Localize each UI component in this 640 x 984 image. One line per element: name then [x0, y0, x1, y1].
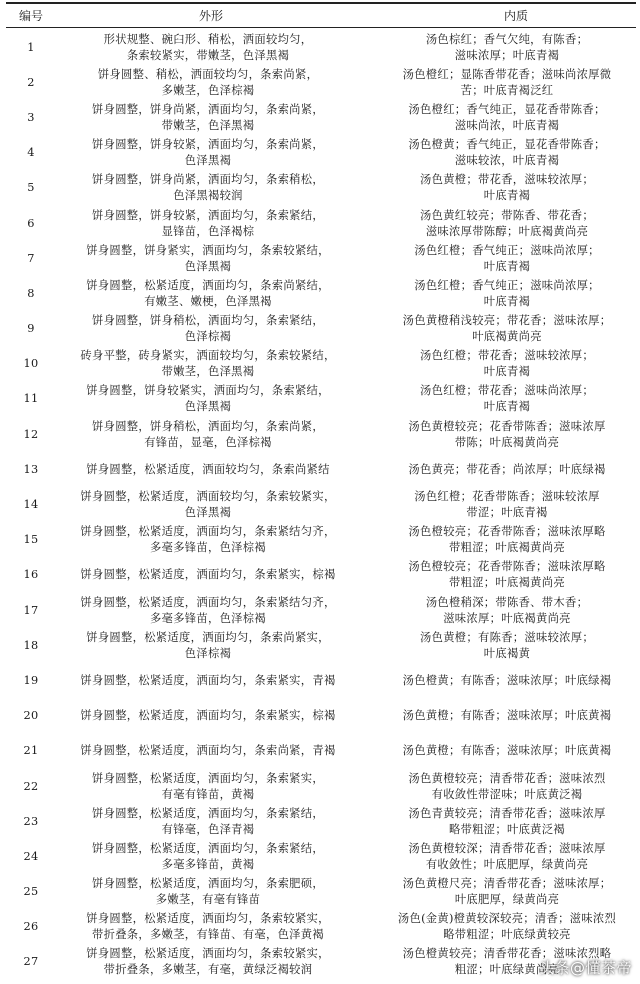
row-quality-cell [376, 136, 638, 171]
row-number: 4 [27, 146, 35, 160]
row-number-cell [6, 347, 56, 382]
row-number-cell [6, 699, 56, 734]
row-appearance-cell [64, 417, 352, 452]
table-row [6, 769, 636, 804]
row-appearance: 饼身圆整，松紧适度，洒面较均匀，条索尚紧结 [86, 462, 330, 476]
row-number: 9 [27, 322, 35, 336]
row-number-cell [6, 171, 56, 206]
row-appearance: 砖身平整，砖身紧实，洒面较均匀，条索较紧结， 带嫩茎，色泽黑褐 [80, 349, 336, 379]
row-number: 12 [23, 427, 39, 441]
row-appearance-cell [64, 347, 352, 382]
row-quality: 汤色橙稍深；带陈香、带木香； 滋味浓厚；叶底褐黄尚亮 [425, 595, 589, 625]
table-row [6, 241, 636, 276]
row-number: 7 [27, 251, 35, 265]
row-appearance: 饼身圆整，松紧适度，洒面均匀，条索紧结匀齐， 多毫多锋苗，色泽棕褐 [80, 595, 336, 625]
row-number-cell [6, 663, 56, 698]
row-number-cell [6, 875, 56, 910]
row-appearance: 饼身圆整，松紧适度，洒面均匀，条索紧结， 多毫多锋苗，黄褐 [92, 841, 324, 871]
header-rule [6, 27, 636, 28]
table-row [6, 875, 636, 910]
table-row [6, 312, 636, 347]
row-quality: 汤色青黄较亮；清香带花香；滋味浓厚 略带粗涩；叶底黄泛褐 [408, 806, 606, 836]
row-number: 2 [27, 75, 35, 89]
table-row [6, 136, 636, 171]
row-quality-cell [376, 910, 638, 945]
row-quality: 汤色黄橙；带花香，滋味较浓厚； 叶底青褐 [420, 173, 594, 203]
row-number-cell [6, 769, 56, 804]
row-number: 18 [23, 638, 39, 652]
row-number-cell [6, 136, 56, 171]
table-row [6, 523, 636, 558]
row-appearance: 饼身圆整，松紧适度，洒面均匀，条索紧实，青褐 [80, 673, 336, 687]
row-appearance: 饼身圆整，松紧适度，洒面均匀，条索紧实，棕褐 [80, 568, 336, 582]
table-row [6, 30, 636, 65]
row-quality: 汤色黄橙较亮；花香带陈香；滋味浓厚 带陈；叶底褐黄尚亮 [408, 419, 606, 449]
table-row [6, 171, 636, 206]
row-quality-cell [376, 734, 638, 769]
row-appearance-cell [64, 276, 352, 311]
row-quality: 汤色黄橙稍浅较亮；带花香；滋味浓厚； 叶底褐黄尚亮 [402, 314, 612, 344]
row-appearance: 饼身圆整，松紧适度，洒面均匀，条索尚紧结， 有嫩茎、嫩梗，色泽黑褐 [86, 278, 330, 308]
row-appearance-cell [64, 699, 352, 734]
row-number-cell [6, 487, 56, 522]
row-number-cell [6, 100, 56, 135]
table-body [6, 30, 636, 980]
table-top-rule [6, 2, 636, 4]
watermark: 头条@懂茶帝 [538, 959, 632, 977]
row-appearance-cell [64, 100, 352, 135]
row-appearance: 饼身圆整，松紧适度，洒面均匀，条索较紧实， 带折叠条，多嫩茎，有毫，黄绿泛褐较润 [86, 947, 330, 977]
row-number-cell [6, 523, 56, 558]
row-appearance: 饼身圆整，饼身尚紧，洒面均匀，条索尚紧， 带嫩茎，色泽黑褐 [92, 102, 324, 132]
row-quality-cell [376, 663, 638, 698]
row-quality-cell [376, 593, 638, 628]
row-appearance-cell [64, 30, 352, 65]
row-number: 15 [23, 533, 39, 547]
row-number: 10 [23, 357, 39, 371]
table-row [6, 558, 636, 593]
row-quality-cell [376, 628, 638, 663]
row-quality-cell [376, 347, 638, 382]
row-quality-cell [376, 558, 638, 593]
row-quality: 汤色红橙；香气纯正；滋味尚浓厚； 叶底青褐 [414, 278, 600, 308]
table-row [6, 276, 636, 311]
row-number: 6 [27, 216, 35, 230]
row-appearance: 饼身圆整，饼身尚紧，洒面均匀，条索稍松， 色泽黑褐较润 [92, 173, 324, 203]
row-quality-cell [376, 241, 638, 276]
row-quality: 汤色黄橙；有陈香；滋味较浓厚； 叶底褐黄 [420, 630, 594, 660]
row-appearance-cell [64, 945, 352, 980]
row-appearance-cell [64, 593, 352, 628]
row-number: 21 [23, 744, 39, 758]
row-quality: 汤色(金黄)橙黄较深较亮；清香；滋味浓烈 略带粗涩；叶底绿黄较亮 [397, 912, 617, 942]
row-quality-cell [376, 276, 638, 311]
table-row [6, 910, 636, 945]
row-quality: 汤色黄橙；有陈香；滋味浓厚；叶底黄褐 [402, 709, 612, 723]
row-number-cell [6, 734, 56, 769]
table-row [6, 382, 636, 417]
row-appearance-cell [64, 206, 352, 241]
row-number-cell [6, 382, 56, 417]
row-quality: 汤色红橙；花香带陈香；滋味较浓厚 带涩；叶底青褐 [414, 490, 600, 520]
row-appearance-cell [64, 382, 352, 417]
row-appearance: 饼身圆整，松紧适度，洒面均匀，条索紧结匀齐， 多毫多锋苗，色泽棕褐 [80, 525, 336, 555]
row-number-cell [6, 910, 56, 945]
table-row [6, 417, 636, 452]
row-appearance: 饼身圆整，松紧适度，洒面均匀，条索紧结， 有锋毫，色泽青褐 [92, 806, 324, 836]
row-number-cell [6, 276, 56, 311]
row-number-cell [6, 312, 56, 347]
row-number: 23 [23, 814, 39, 828]
row-quality: 汤色橙较亮；花香带陈香；滋味浓厚略 带粗涩；叶底褐黄尚亮 [408, 560, 606, 590]
table-row [6, 628, 636, 663]
row-appearance: 饼身圆整，松紧适度，洒面均匀，条索尚紧实， 色泽棕褐 [86, 630, 330, 660]
row-quality: 汤色橙红；香气纯正，显花香带陈香； 滋味尚浓，叶底青褐 [408, 102, 606, 132]
row-quality-cell [376, 804, 638, 839]
row-number-cell [6, 65, 56, 100]
row-quality: 汤色橙黄；香气纯正，显花香带陈香； 滋味较浓，叶底青褐 [408, 138, 606, 168]
row-appearance-cell [64, 312, 352, 347]
row-appearance-cell [64, 628, 352, 663]
row-appearance: 饼身圆整，饼身较紧，洒面均匀，条索尚紧， 色泽黑褐 [92, 138, 324, 168]
row-quality: 汤色红橙；带花香；滋味较浓厚； 叶底青褐 [420, 349, 594, 379]
row-appearance-cell [64, 910, 352, 945]
row-appearance: 饼身圆整、稍松，洒面较均匀，条索尚紧， 多嫩茎，色泽棕褐 [97, 67, 319, 97]
row-quality: 汤色黄橙；有陈香；滋味浓厚；叶底黄褐 [402, 744, 612, 758]
row-number-cell [6, 241, 56, 276]
row-quality: 汤色橙较亮；花香带陈香；滋味浓厚略 带粗涩；叶底褐黄尚亮 [408, 525, 606, 555]
row-number: 5 [27, 181, 35, 195]
row-quality-cell [376, 100, 638, 135]
row-quality: 汤色黄橙较深；清香带花香；滋味浓厚 有收敛性；叶底肥厚，绿黄尚亮 [408, 841, 606, 871]
row-number-cell [6, 839, 56, 874]
row-quality: 汤色橙黄较亮；清香带花香；滋味浓烈略 粗涩；叶底绿黄尚亮 [402, 947, 612, 977]
row-quality-cell [376, 382, 638, 417]
row-quality-cell [376, 839, 638, 874]
row-number-cell [6, 945, 56, 980]
row-number: 11 [23, 392, 39, 406]
row-quality: 汤色红橙；带花香；滋味尚浓厚； 叶底青褐 [420, 384, 594, 414]
row-appearance: 饼身圆整，松紧适度，洒面均匀，条索肥硕， 多嫩茎，有毫有锋苗 [92, 877, 324, 907]
row-appearance-cell [64, 136, 352, 171]
table-row [6, 593, 636, 628]
row-appearance-cell [64, 65, 352, 100]
table-row [6, 347, 636, 382]
row-number: 20 [23, 709, 39, 723]
row-number-cell [6, 628, 56, 663]
row-quality-cell [376, 171, 638, 206]
row-appearance-cell [64, 769, 352, 804]
row-appearance: 饼身圆整，松紧适度，洒面均匀，条索较紧实， 带折叠条，多嫩茎，有锋苗、有毫，色泽黄褐 [86, 912, 330, 942]
row-quality: 汤色棕红；香气欠纯，有陈香； 滋味浓厚；叶底青褐 [425, 32, 589, 62]
row-number: 3 [27, 110, 35, 124]
table-row [6, 65, 636, 100]
row-appearance-cell [64, 452, 352, 487]
row-number: 8 [27, 286, 35, 300]
row-quality-cell [376, 487, 638, 522]
row-appearance: 饼身圆整，松紧适度，洒面均匀，条索紧实，棕褐 [80, 709, 336, 723]
row-number: 27 [23, 955, 39, 969]
row-number: 26 [23, 920, 39, 934]
header-appearance: 外形 [198, 9, 223, 23]
table-row [6, 487, 636, 522]
row-number: 19 [23, 673, 39, 687]
row-quality: 汤色黄亮；带花香；尚浓厚；叶底绿褐 [408, 462, 606, 476]
row-number: 17 [23, 603, 39, 617]
row-quality-cell [376, 452, 638, 487]
row-appearance: 饼身圆整，松紧适度，洒面均匀，条索尚紧，青褐 [80, 744, 336, 758]
row-appearance: 形状规整、碗臼形、稍松，洒面较均匀， 条索较紧实，带嫩茎，色泽黑褐 [103, 32, 313, 62]
row-appearance-cell [64, 241, 352, 276]
row-number-cell [6, 593, 56, 628]
row-number: 14 [23, 498, 39, 512]
row-quality-cell [376, 30, 638, 65]
row-quality: 汤色橙黄；有陈香；滋味浓厚；叶底绿褐 [402, 673, 612, 687]
table-row [6, 839, 636, 874]
row-appearance-cell [64, 804, 352, 839]
table-row [6, 734, 636, 769]
row-quality-cell [376, 206, 638, 241]
table-header [6, 6, 636, 26]
row-appearance: 饼身圆整，松紧适度，洒面较均匀，条索较紧实， 色泽黑褐 [80, 490, 336, 520]
row-number-cell [6, 30, 56, 65]
row-appearance-cell [64, 558, 352, 593]
row-appearance-cell [64, 523, 352, 558]
row-appearance: 饼身圆整，饼身紧实，洒面均匀，条索较紧结， 色泽黑褐 [86, 243, 330, 273]
row-number: 1 [27, 40, 35, 54]
table-row [6, 804, 636, 839]
header-number: 编号 [18, 9, 43, 23]
row-appearance-cell [64, 487, 352, 522]
table-row [6, 206, 636, 241]
row-number-cell [6, 206, 56, 241]
row-quality: 汤色橙红；显陈香带花香；滋味尚浓厚微 苦；叶底青褐泛红 [402, 67, 612, 97]
row-quality: 汤色黄红较亮；带陈香、带花香； 滋味浓厚带陈醇；叶底褐黄尚亮 [420, 208, 594, 238]
header-quality: 内质 [503, 9, 528, 23]
row-quality-cell [376, 875, 638, 910]
table-row [6, 452, 636, 487]
row-appearance-cell [64, 171, 352, 206]
row-appearance-cell [64, 839, 352, 874]
row-appearance: 饼身圆整，饼身稍松，洒面均匀，条索尚紧， 有锋苗，显毫，色泽棕褐 [92, 419, 324, 449]
row-number: 22 [23, 779, 39, 793]
row-number: 25 [23, 885, 39, 899]
row-quality-cell [376, 65, 638, 100]
row-appearance: 饼身圆整，饼身较紧，洒面均匀，条索紧结， 显锋苗，色泽褐棕 [92, 208, 324, 238]
row-quality-cell [376, 699, 638, 734]
row-quality-cell [376, 769, 638, 804]
row-quality: 汤色黄橙尺亮；清香带花香；滋味浓厚； 叶底肥厚，绿黄尚亮 [402, 877, 612, 907]
row-appearance-cell [64, 875, 352, 910]
row-appearance-cell [64, 663, 352, 698]
row-appearance: 饼身圆整，松紧适度，洒面均匀，条索紧实， 有毫有锋苗，黄褐 [92, 771, 324, 801]
row-number-cell [6, 804, 56, 839]
row-appearance-cell [64, 734, 352, 769]
row-quality-cell [376, 312, 638, 347]
row-quality: 汤色红橙；香气纯正；滋味尚浓厚； 叶底青褐 [414, 243, 600, 273]
row-number: 13 [23, 462, 39, 476]
row-quality: 汤色黄橙较亮；清香带花香；滋味浓烈 有收敛性带涩味；叶底黄泛褐 [408, 771, 606, 801]
row-quality-cell [376, 417, 638, 452]
table-row [6, 699, 636, 734]
row-number-cell [6, 558, 56, 593]
row-appearance: 饼身圆整，饼身较紧实，洒面均匀，条索紧结， 色泽黑褐 [86, 384, 330, 414]
row-number: 16 [23, 568, 39, 582]
row-number: 24 [23, 849, 39, 863]
table-row [6, 663, 636, 698]
row-number-cell [6, 417, 56, 452]
row-appearance: 饼身圆整，饼身稍松，洒面均匀，条索紧结， 色泽棕褐 [92, 314, 324, 344]
row-number-cell [6, 452, 56, 487]
row-quality-cell [376, 523, 638, 558]
table-row [6, 100, 636, 135]
